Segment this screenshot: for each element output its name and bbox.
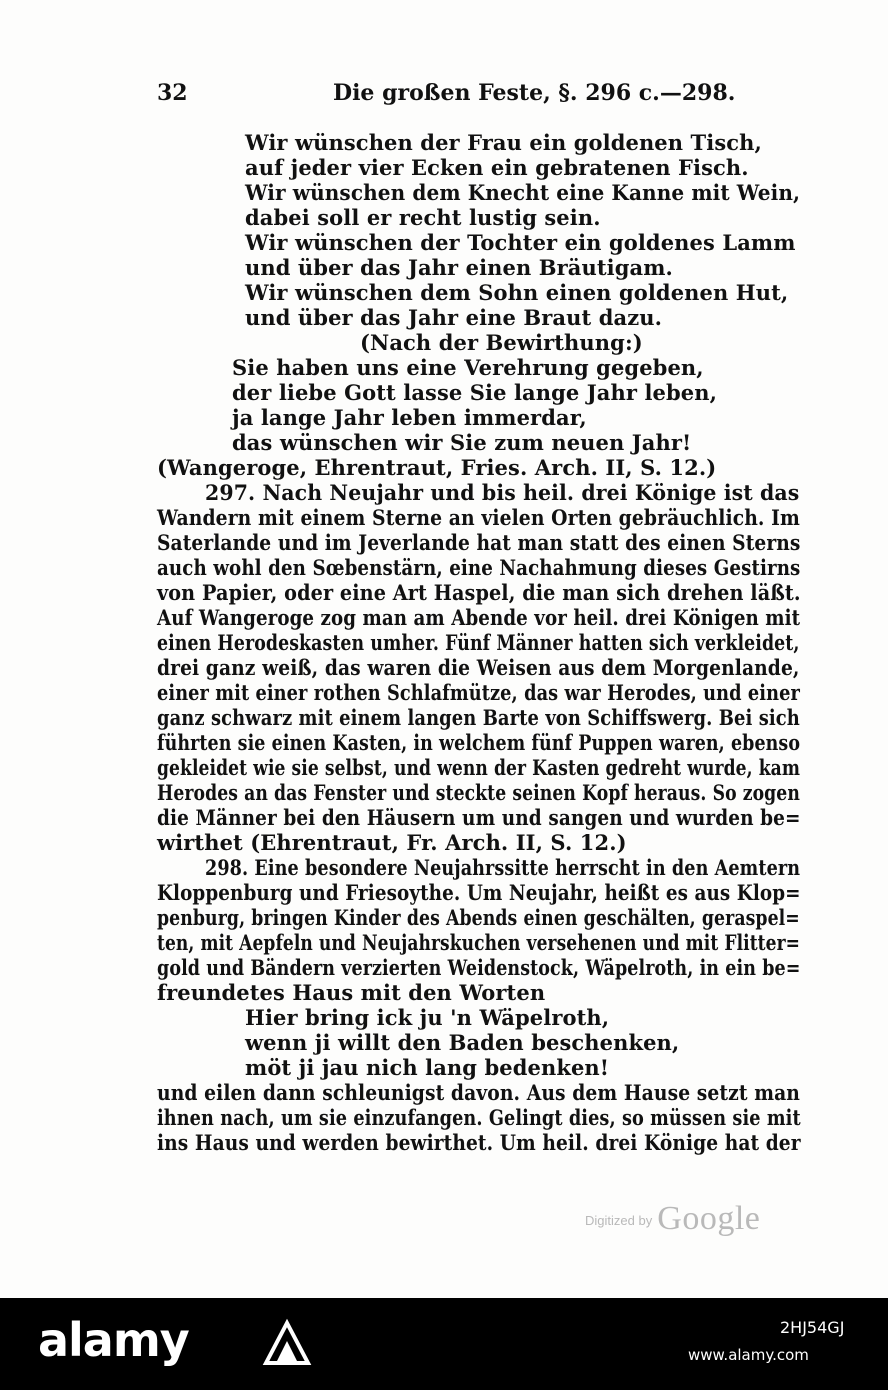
text-line: ja lange Jahr leben immerdar, (232, 405, 587, 430)
verse-line: wenn ji willt den Baden beschenken, (245, 1030, 680, 1055)
text-line: dabei soll er recht lustig sein. (245, 205, 601, 230)
text-line: Auf Wangeroge zog man am Abende vor heil. drei Königen mit (157, 605, 801, 630)
section-297-first-line: 297. Nach Neujahr und bis heil. drei Könige ist das (205, 480, 800, 505)
text-line: führten sie einen Kasten, in welchem fünf Puppen waren, ebenso (157, 730, 801, 755)
text-line: und über das Jahr eine Braut dazu. (245, 305, 663, 330)
text-line: auch wohl den Sœbenstärn, eine Nachahmung dieses Gestirns (157, 555, 801, 580)
text-line: ten, mit Aepfeln und Neujahrskuchen versehenen und mit Flitter= (157, 930, 801, 955)
text-line: von Papier, oder eine Art Haspel, die man sich drehen läßt. (157, 580, 801, 605)
text-line: Wir wünschen dem Sohn einen goldenen Hut, (245, 280, 789, 305)
text-line: die Männer bei den Häusern um und sangen und wurden be= (157, 805, 801, 830)
alamy-logo: alamy (38, 1313, 189, 1367)
verse-line: möt ji jau nich lang bedenken! (245, 1055, 610, 1080)
digitized-by-google-watermark (585, 1200, 760, 1240)
site-url: www.alamy.com (688, 1346, 809, 1364)
watermark-google-text: Google (657, 1200, 761, 1237)
text-line: Wandern mit einem Sterne an vielen Orten gebräuchlich. Im (157, 505, 800, 530)
page-number: 32 (157, 80, 188, 106)
text-line: Kloppenburg und Friesoythe. Um Neujahr, heißt es aus Klop= (157, 880, 801, 905)
alamy-mark-icon (262, 1317, 312, 1367)
text-line: einen Herodeskasten umher. Fünf Männer hatten sich verkleidet, (157, 630, 800, 655)
text-line: penburg, bringen Kinder des Abends einen geschälten, geraspel= (157, 905, 800, 930)
text-line: und über das Jahr einen Bräutigam. (245, 255, 673, 280)
text-line: Sie haben uns eine Verehrung gegeben, (232, 355, 704, 380)
text-line: Saterlande und im Jeverlande hat man statt des einen Sterns (157, 530, 801, 555)
citation-line: (Wangeroge, Ehrentraut, Fries. Arch. II, S. 12.) (157, 455, 717, 480)
watermark-small-text: Digitized by (585, 1213, 653, 1228)
text-line: Wir wünschen der Tochter ein goldenes Lamm (245, 230, 796, 255)
text-line: ihnen nach, um sie einzufangen. Gelingt dies, so müssen sie mit (157, 1105, 801, 1130)
page-header (157, 80, 797, 112)
text-line: und eilen dann schleunigst davon. Aus dem Hause setzt man (157, 1080, 801, 1105)
text-line: ins Haus und werden bewirthet. Um heil. drei Könige hat der (157, 1130, 801, 1155)
text-line: Herodes an das Fenster und steckte seinen Kopf heraus. So zogen (157, 780, 800, 805)
text-line: auf jeder vier Ecken ein gebratenen Fisch. (245, 155, 749, 180)
text-line: freundetes Haus mit den Worten (157, 980, 546, 1005)
text-line: gold und Bändern verzierten Weidenstock, Wäpelroth, in ein be= (157, 955, 801, 980)
text-line: Wir wünschen dem Knecht eine Kanne mit Wein, (245, 180, 801, 205)
section-298-first-line: 298. Eine besondere Neujahrssitte herrscht in den Aemtern (205, 855, 801, 880)
text-line: der liebe Gott lasse Sie lange Jahr leben, (232, 380, 718, 405)
image-id: 2HJ54GJ (780, 1318, 845, 1337)
running-title: Die großen Feste, §. 296 c.—298. (333, 80, 736, 106)
text-line: ganz schwarz mit einem langen Barte von Schiffswerg. Bei sich (157, 705, 800, 730)
stage-direction: (Nach der Bewirthung:) (360, 330, 643, 355)
text-line: das wünschen wir Sie zum neuen Jahr! (232, 430, 692, 455)
text-line: drei ganz weiß, das waren die Weisen aus dem Morgenlande, (157, 655, 800, 680)
verse-line: Hier bring ick ju 'n Wäpelroth, (245, 1005, 610, 1030)
text-line: gekleidet wie sie selbst, und wenn der Kasten gedreht wurde, kam (157, 755, 801, 780)
text-line: wirthet (Ehrentraut, Fr. Arch. II, S. 12.) (157, 830, 627, 855)
text-line: Wir wünschen der Frau ein goldenen Tisch, (245, 130, 762, 155)
text-line: einer mit einer rothen Schlafmütze, das war Herodes, und einer (157, 680, 800, 705)
